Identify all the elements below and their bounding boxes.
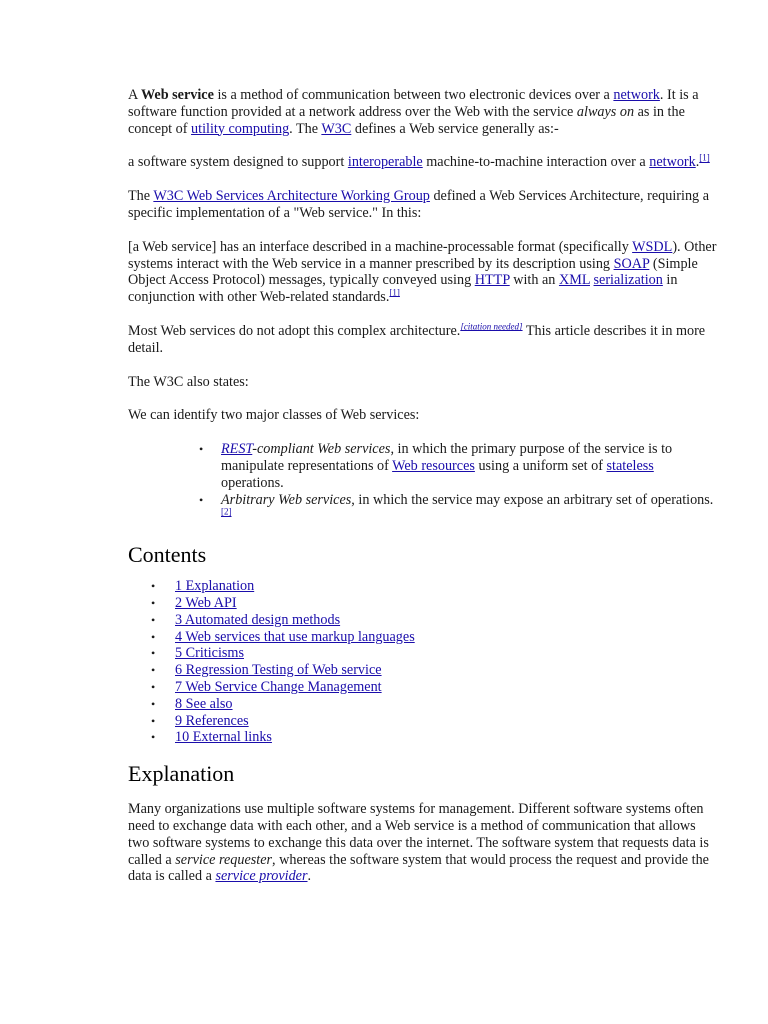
list-item bbox=[221, 441, 718, 491]
text: . bbox=[307, 868, 312, 885]
term-bold: Web service bbox=[141, 87, 214, 103]
italic-text: service requester bbox=[175, 851, 273, 868]
citation-needed-link[interactable]: [citation needed] bbox=[460, 321, 523, 332]
reference-link-1b[interactable]: [1] bbox=[389, 287, 400, 298]
definition-paragraph-2 bbox=[128, 239, 718, 306]
toc-link-markup-languages[interactable]: 4 Web services that use markup languages bbox=[175, 628, 415, 645]
text: Most Web services do not adopt this complex architecture. bbox=[128, 322, 461, 339]
text: . The bbox=[289, 120, 322, 137]
toc-link-see-also[interactable]: 8 See also bbox=[175, 695, 233, 712]
toc-item bbox=[175, 713, 718, 730]
toc-link-regression-testing[interactable]: 6 Regression Testing of Web service bbox=[175, 662, 382, 679]
toc-link-explanation[interactable]: 1 Explanation bbox=[175, 578, 255, 595]
toc-item bbox=[175, 612, 718, 629]
text: The bbox=[128, 188, 154, 205]
toc-link-criticisms[interactable]: 5 Criticisms bbox=[175, 645, 244, 662]
article-body bbox=[128, 87, 718, 885]
reference-link-2[interactable]: [2] bbox=[221, 506, 232, 517]
text: defines a Web service generally as:- bbox=[351, 120, 559, 137]
text: defined a Web Services Architecture, requiring a specific implementation of a "Web service." In this: bbox=[128, 188, 709, 221]
link-w3c[interactable]: W3C bbox=[321, 120, 352, 137]
toc-item bbox=[175, 729, 718, 746]
architecture-paragraph bbox=[128, 188, 718, 222]
toc-item bbox=[175, 645, 718, 662]
text: operations. bbox=[221, 474, 284, 491]
italic-text: Arbitrary Web services bbox=[221, 491, 352, 508]
text: , in which the primary purpose of the service is to manipulate representations of bbox=[221, 441, 673, 474]
text: . It is a software function provided at a network address over the Web with the service bbox=[128, 87, 699, 120]
contents-heading: Contents bbox=[128, 542, 207, 568]
explanation-paragraph bbox=[128, 801, 718, 885]
intro-paragraph bbox=[128, 87, 718, 137]
link-service-provider[interactable]: service provider bbox=[215, 868, 308, 885]
classes-intro-paragraph: We can identify two major classes of Web services: bbox=[128, 407, 420, 424]
link-utility-computing[interactable]: utility computing bbox=[191, 120, 290, 137]
text: . bbox=[695, 154, 700, 171]
toc-item bbox=[175, 679, 718, 696]
link-serialization[interactable]: serialization bbox=[593, 272, 663, 289]
toc-item bbox=[175, 578, 718, 595]
toc-link-change-management[interactable]: 7 Web Service Change Management bbox=[175, 678, 382, 695]
toc-item bbox=[175, 696, 718, 713]
text: in conjunction with other Web-related standards. bbox=[128, 272, 678, 306]
text: This article describes it in more detail. bbox=[128, 322, 706, 356]
link-network-2[interactable]: network bbox=[649, 154, 696, 171]
definition-paragraph-1 bbox=[128, 154, 718, 171]
link-web-resources[interactable]: Web resources bbox=[392, 457, 475, 474]
table-of-contents bbox=[128, 578, 718, 746]
text: with an bbox=[509, 272, 559, 289]
toc-link-automated-design[interactable]: 3 Automated design methods bbox=[175, 611, 341, 628]
text: [a Web service] has an interface described in a machine-processable format (specifically bbox=[128, 238, 633, 255]
toc-item bbox=[175, 662, 718, 679]
text: machine-to-machine interaction over a bbox=[422, 154, 650, 171]
link-stateless[interactable]: stateless bbox=[606, 457, 654, 474]
toc-item bbox=[175, 595, 718, 612]
toc-link-references[interactable]: 9 References bbox=[175, 712, 249, 729]
toc-link-web-api[interactable]: 2 Web API bbox=[175, 594, 237, 611]
text: ). Other systems interact with the Web service in a manner prescribed by its description using bbox=[128, 238, 717, 272]
toc-link-external-links[interactable]: 10 External links bbox=[175, 729, 272, 746]
toc-item bbox=[175, 629, 718, 646]
text: (Simple Object Access Protocol) messages, typically conveyed using bbox=[128, 255, 698, 289]
link-xml[interactable]: XML bbox=[558, 272, 590, 289]
text: is a method of communication between two electronic devices over a bbox=[213, 87, 614, 103]
link-w3c-working-group[interactable]: W3C Web Services Architecture Working Group bbox=[153, 188, 430, 205]
text: Many organizations use multiple software systems for management. Different software systems often need to exchange data with each other, and a Web service is a method of communication that allows two software systems to exchange this data over the internet. The software system that requests data is called a bbox=[128, 801, 709, 868]
italic-text: always on bbox=[576, 103, 635, 120]
link-interoperable[interactable]: interoperable bbox=[347, 154, 423, 171]
link-network[interactable]: network bbox=[613, 87, 660, 103]
link-http[interactable]: HTTP bbox=[474, 272, 510, 289]
w3c-states-paragraph: The W3C also states: bbox=[128, 373, 249, 390]
link-rest[interactable]: REST bbox=[221, 441, 253, 458]
reference-link-1[interactable]: [1] bbox=[699, 152, 710, 163]
complexity-paragraph bbox=[128, 323, 718, 357]
text: A bbox=[128, 87, 142, 103]
classes-list bbox=[128, 441, 718, 525]
link-soap[interactable]: SOAP bbox=[613, 255, 650, 272]
text: using a uniform set of bbox=[474, 457, 607, 474]
link-wsdl[interactable]: WSDL bbox=[632, 238, 673, 255]
italic-text: -compliant Web services bbox=[252, 441, 391, 458]
text: , in which the service may expose an arbitrary set of operations. bbox=[351, 491, 714, 508]
list-item bbox=[221, 492, 718, 526]
text: , whereas the software system that would process the request and provide the data is called a bbox=[128, 851, 709, 885]
explanation-heading: Explanation bbox=[128, 761, 235, 787]
text: a software system designed to support bbox=[128, 154, 348, 171]
text: as in the concept of bbox=[128, 103, 685, 137]
